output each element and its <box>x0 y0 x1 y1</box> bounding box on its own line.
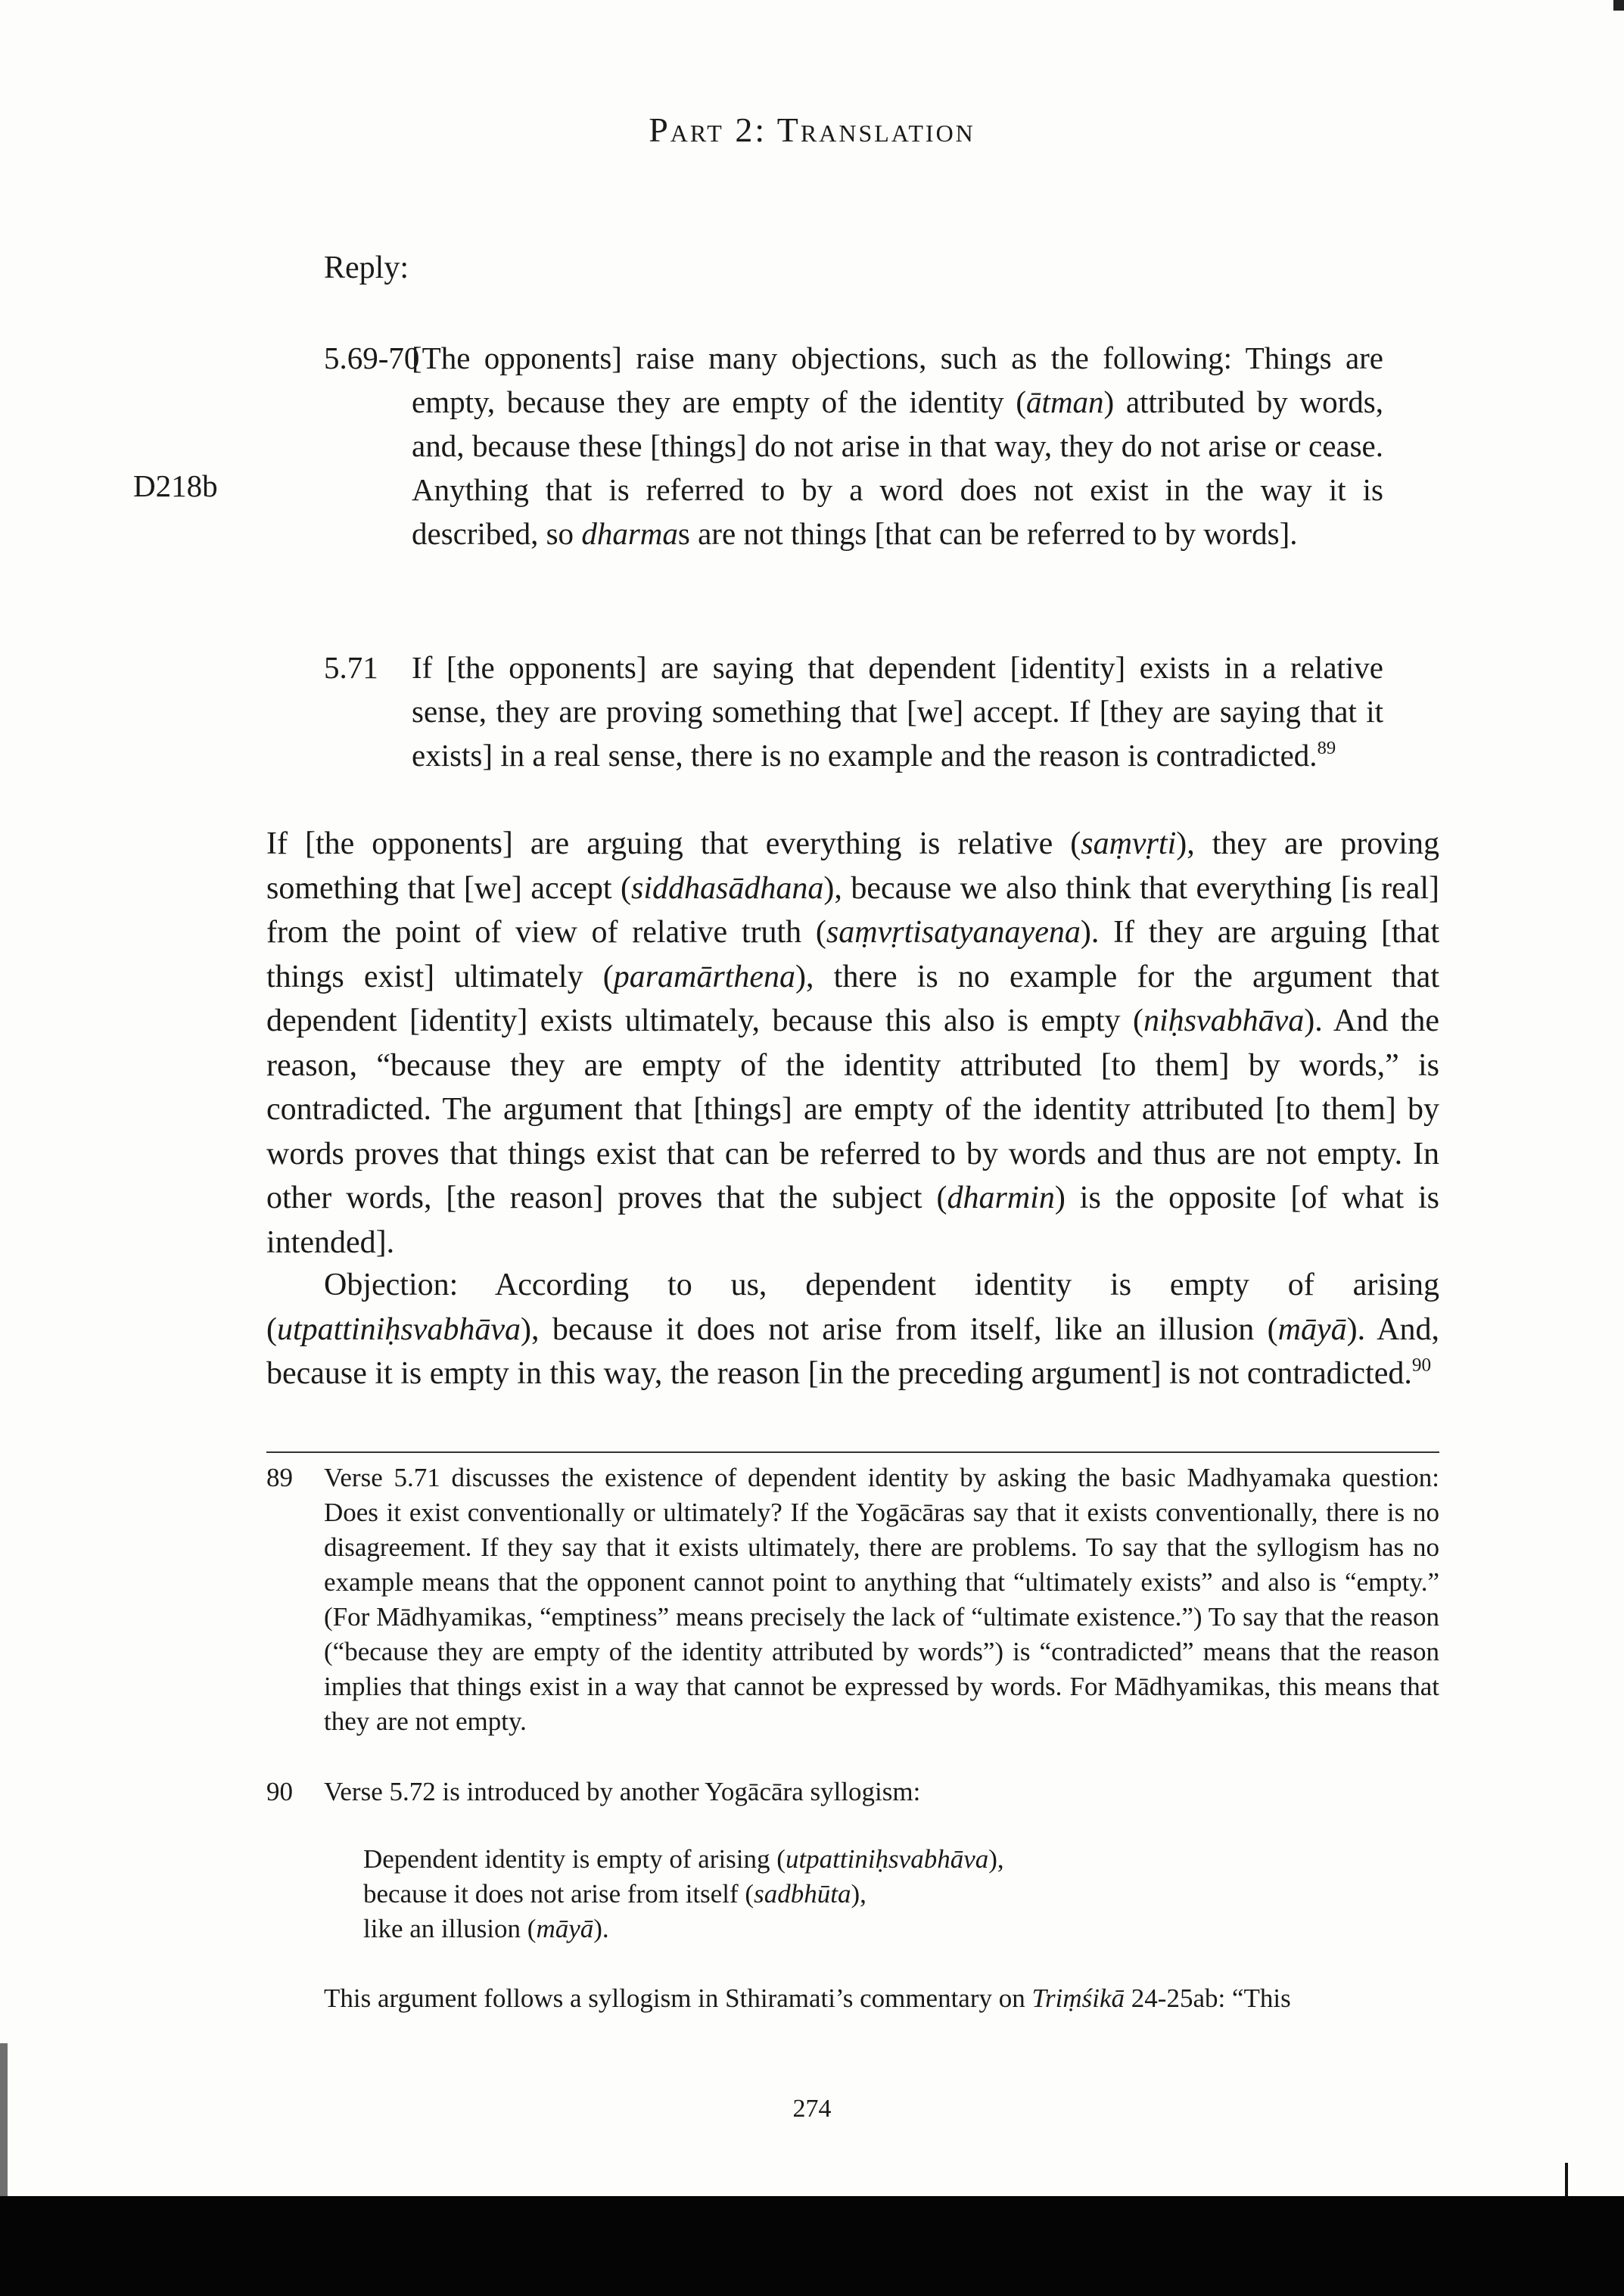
term-dharma: dharma <box>581 516 678 551</box>
reply-label: Reply: <box>324 250 409 285</box>
footnote-text: Verse 5.72 is introduced by another Yogācāra syllogism: <box>324 1777 921 1806</box>
verse-text: [The opponents] raise many objections, such as the following: Things are empty, because they are empty of the identity (ātman) attributed by words, and, because these [things] do not arise in that way, they do not arise or cease. Anything that is referred to by a word does not exist in the way it is described, so dharmas are not things [that can be referred to by words]. <box>412 341 1384 551</box>
commentary-paragraph-2: Objection: According to us, dependent identity is empty of arising (utpattiniḥsvabhāva), because it does not arise from itself, like an illusion (māyā). And, because it is empty in this way, the reason [in the preceding argument] is not contradicted.$^{90}$ <box>266 1268 1439 1391</box>
running-header: Part 2: Translation <box>649 110 975 149</box>
footnote-90 <box>266 1775 1439 1809</box>
verse-text: If [the opponents] are saying that dependent [identity] exists in a relative sense, they are proving something that [we] accept. If [they are saying that it exists] in a real sense, there is no example and the reason is contradicted.$^{89}$ <box>412 650 1383 773</box>
scan-corner-mark <box>1613 0 1624 11</box>
syllogism-line-3: like an illusion (māyā). <box>363 1914 609 1943</box>
scan-bottom-border <box>0 2196 1624 2296</box>
footnote-ref-89[interactable]: 89 <box>1317 738 1336 759</box>
footnote-ref-90[interactable]: 90 <box>1411 1355 1432 1376</box>
term-atman: ātman <box>1026 384 1104 419</box>
footnote-number: 90 <box>266 1777 293 1806</box>
verse-5-69-70 <box>324 336 1383 555</box>
verse-number: 5.71 <box>324 650 378 685</box>
footnote-divider <box>266 1451 1439 1453</box>
footnote-number: 89 <box>266 1463 293 1492</box>
margin-folio-reference: D218b <box>133 468 218 503</box>
scan-crop-mark <box>1565 2163 1568 2196</box>
verse-5-71 <box>324 646 1383 777</box>
footnote-89 <box>266 1461 1439 1739</box>
verse-number: 5.69-70 <box>324 341 420 375</box>
footnote-text: Verse 5.71 discusses the existence of dependent identity by asking the basic Madhyamaka question: Does it exist conventionally or ultimately? If the Yogācāras say that it exists conventionally, there is no disagreement. If they say that it exists ultimately, there are problems. To say that the syllogism has no example means that the opponent cannot point to anything that “ultimately exists” and also is “empty.” (For Mādhyamikas, “emptiness” means precisely the lack of “ultimate existence.”) To say that the reason (“because they are empty of the identity attributed by words”) is “contradicted” means that the reason implies that things exist in a way that cannot be expressed by words. For Mādhyamikas, this means that they are not empty. <box>324 1463 1439 1736</box>
page-number: 274 <box>792 2095 832 2123</box>
syllogism-line-1: Dependent identity is empty of arising (utpattiniḥsvabhāva), <box>363 1844 1004 1874</box>
scan-edge-shadow <box>0 2043 8 2196</box>
footnote-90-continuation: This argument follows a syllogism in Sthiramati’s commentary on Triṃśikā 24-25ab: “This <box>324 1983 1291 2013</box>
commentary-paragraph-1: If [the opponents] are arguing that everything is relative (saṃvṛti), they are proving something that [we] accept (siddhasādhana), because we also think that everything [is real] from the point of view of relative truth (saṃvṛtisatyanayena). If they are arguing [that things exist] ultimately (paramārthena), there is no example for the argument that dependent [identity] exists ultimately, because this also is empty (niḥsvabhāva). And the reason, “because they are empty of the identity attributed [to them] by words,” is contradicted. The argument that [things] are empty of the identity attributed [to them] by words proves that things exist that can be referred to by words and thus are not empty. In other words, [the reason] proves that the subject (dharmin) is the opposite [of what is intended]. <box>266 826 1440 1260</box>
syllogism-block <box>363 1842 1004 1946</box>
syllogism-line-2: because it does not arise from itself (sadbhūta), <box>363 1879 866 1909</box>
